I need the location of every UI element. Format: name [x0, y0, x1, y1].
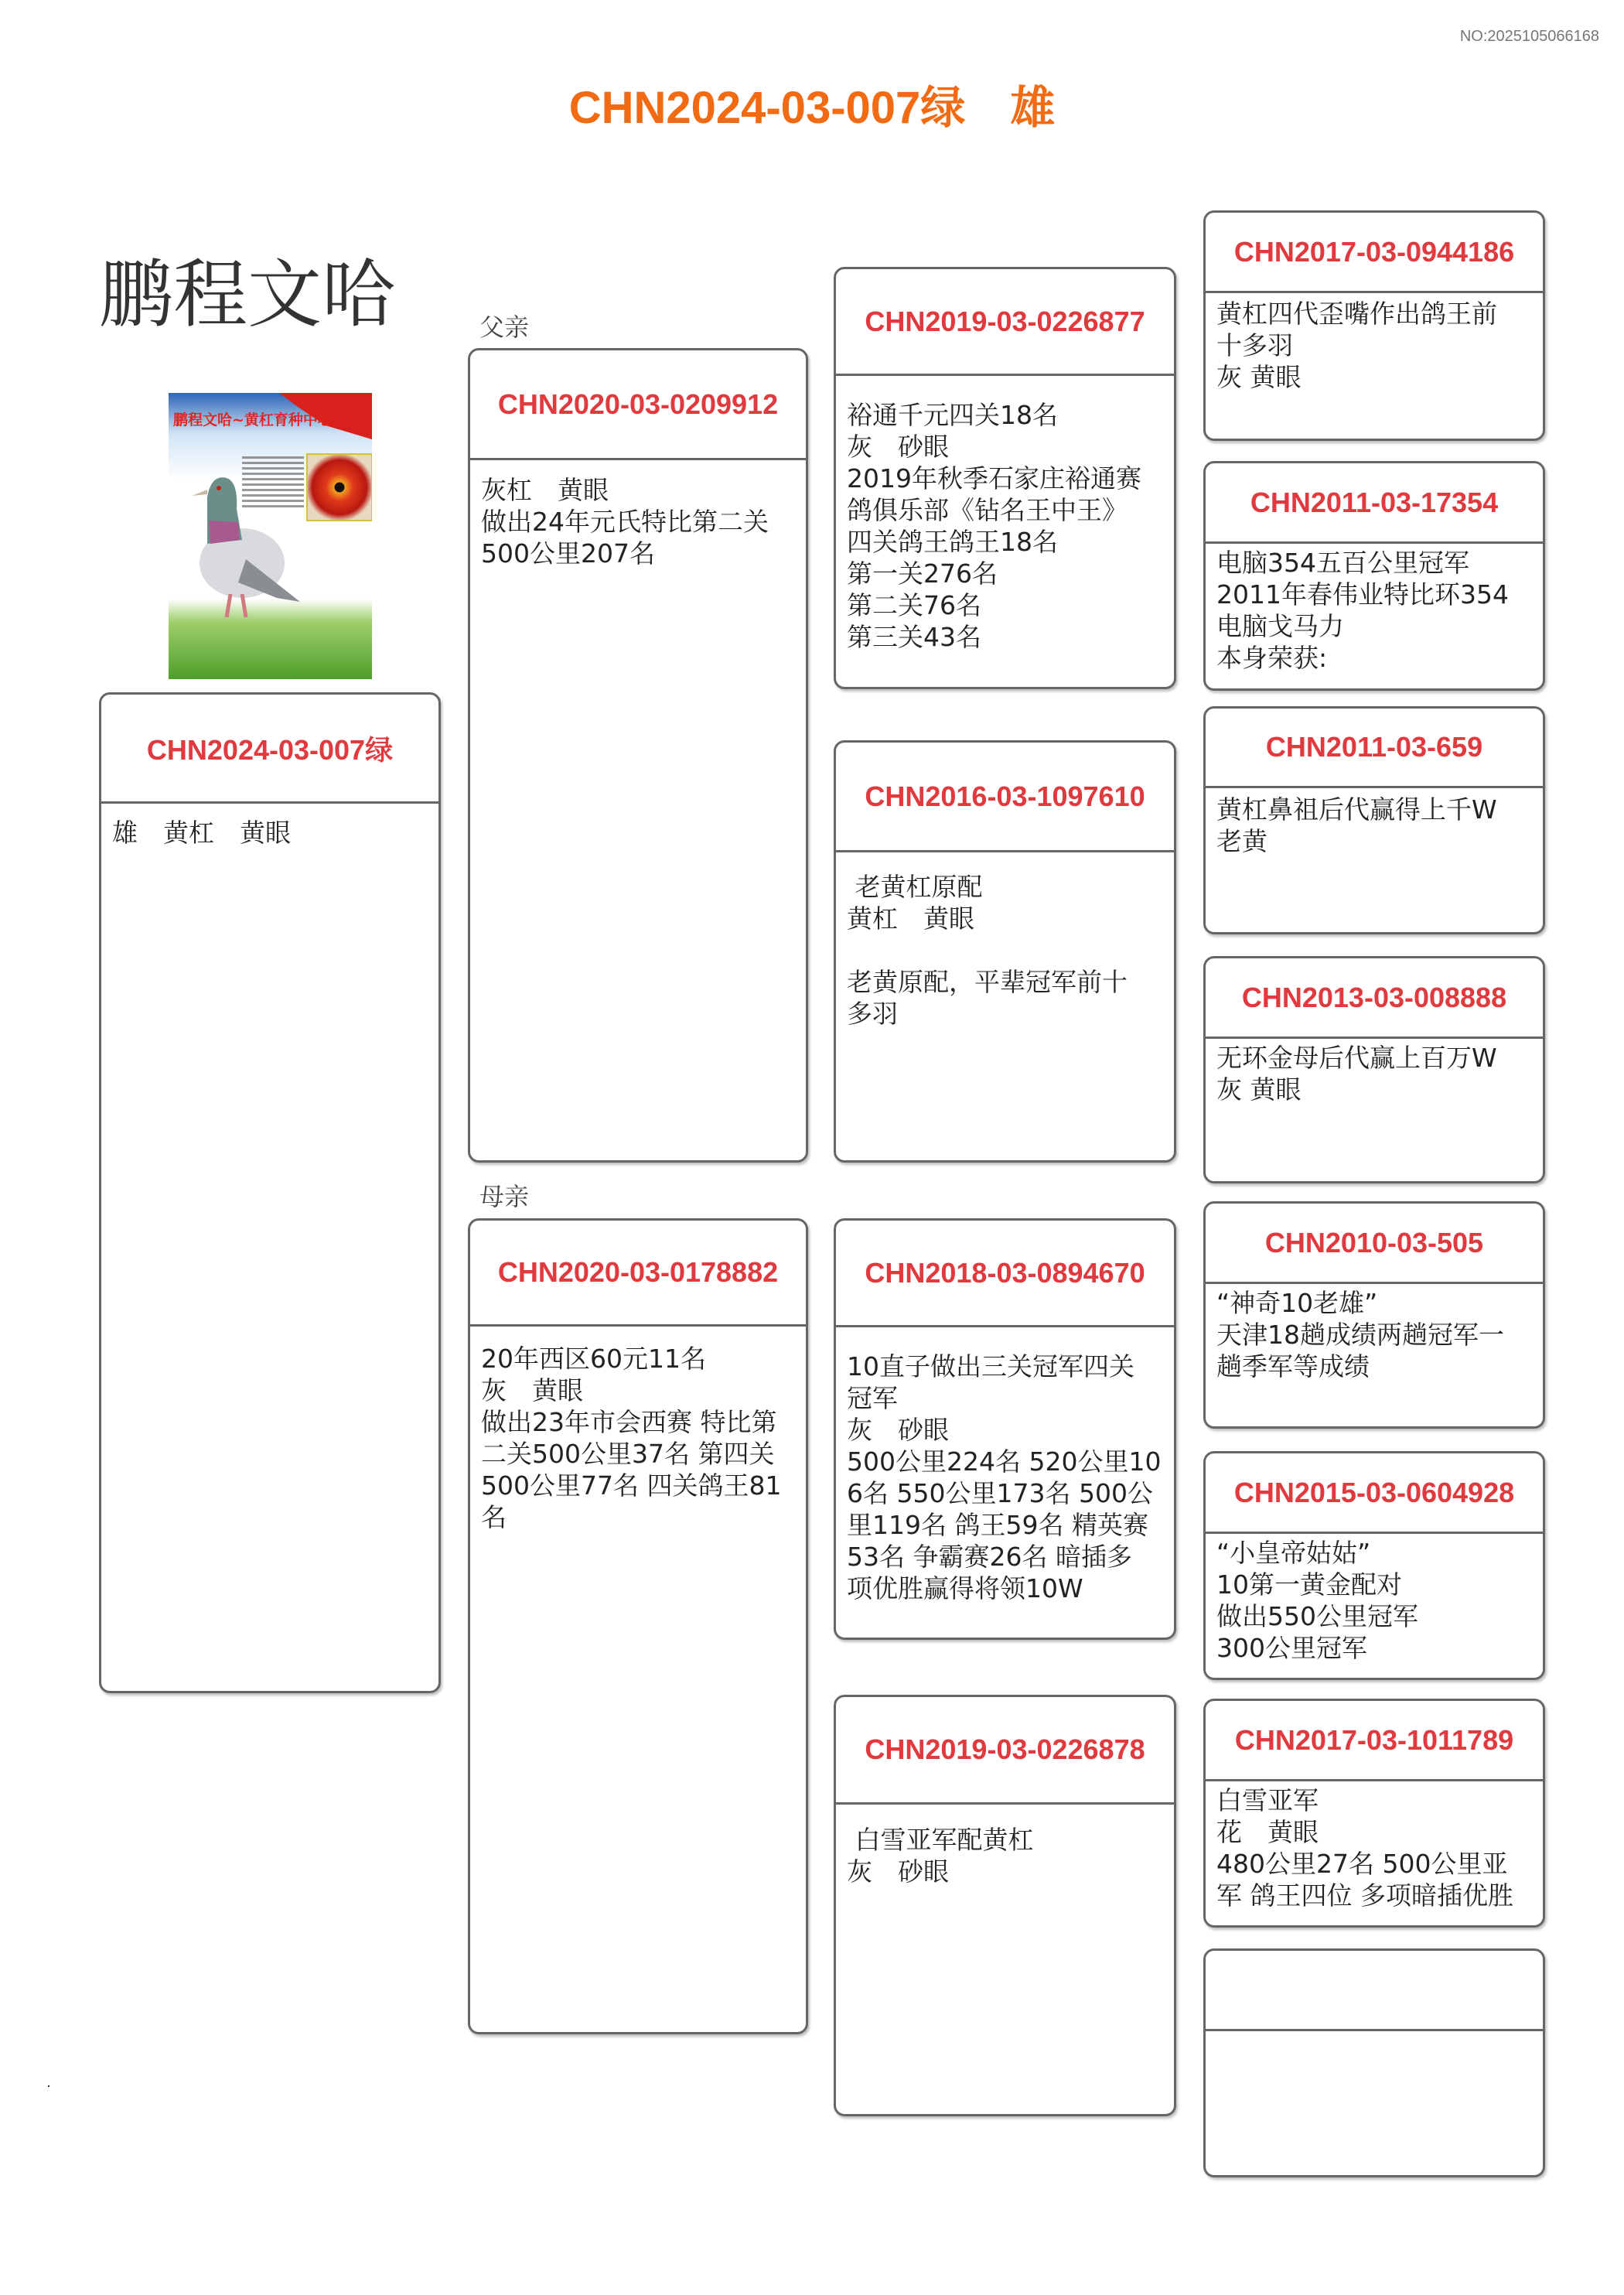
mother-ring: CHN2020-03-0178882	[470, 1221, 806, 1327]
ggp-ring-7: CHN2017-03-1011789	[1206, 1701, 1543, 1781]
ggp-info-1: 黄杠四代歪嘴作出鸽王前 十多羽 灰 黄眼	[1216, 299, 1497, 392]
ggp-info-7: 白雪亚军 花 黄眼 480公里27名 500公里亚 军 鸽王四位 多项暗插优胜	[1216, 1785, 1513, 1911]
father-info: 灰杠 黄眼 做出24年元氏特比第二关 500公里207名	[481, 475, 769, 569]
ggp-ring-2: CHN2011-03-17354	[1206, 463, 1543, 544]
paternal-grandmother-card[interactable]	[834, 740, 1176, 1163]
stray-dot	[48, 2085, 49, 2087]
ggp-card-8[interactable]	[1203, 1948, 1545, 2177]
subject-ring: CHN2024-03-007绿	[101, 695, 438, 804]
ggp-ring-3: CHN2011-03-659	[1206, 709, 1543, 788]
ggp-info-6: “小皇帝姑姑” 10第一黄金配对 做出550公里冠军 300公里冠军	[1216, 1538, 1418, 1663]
eye-image	[306, 453, 372, 521]
paternal-grandmother-info: 老黄杠原配 黄杠 黄眼 老黄原配，平辈冠军前十 多羽	[847, 872, 1128, 1029]
ggp-card-5[interactable]	[1203, 1201, 1545, 1429]
maternal-grandmother-ring: CHN2019-03-0226878	[836, 1697, 1174, 1805]
mother-info: 20年西区60元11名 灰 黄眼 做出23年市会西赛 特比第 二关500公里37名 第四关 500公里77名 四关鸽王81 名	[481, 1344, 782, 1532]
serial-number: NO:2025105066168	[1459, 28, 1599, 45]
maternal-grandmother-card[interactable]	[834, 1695, 1176, 2116]
ggp-info-3: 黄杠鼻祖后代赢得上千W 老黄	[1216, 794, 1497, 856]
father-card[interactable]	[468, 348, 808, 1163]
ggp-card-4[interactable]	[1203, 956, 1545, 1183]
ggp-ring-4: CHN2013-03-008888	[1206, 958, 1543, 1039]
father-ring: CHN2020-03-0209912	[470, 350, 806, 460]
paternal-grandmother-ring: CHN2016-03-1097610	[836, 743, 1174, 852]
ggp-ring-5: CHN2010-03-505	[1206, 1204, 1543, 1284]
page-title: CHN2024-03-007绿 雄	[568, 83, 1056, 133]
paternal-grandfather-info: 裕通千元四关18名 灰 砂眼 2019年秋季石家庄裕通赛 鸽俱乐部《钻名王中王》 四关鸽王鸽王18名 第一关276名 第二关76名 第三关43名	[847, 400, 1141, 652]
ggp-card-3[interactable]	[1203, 706, 1545, 934]
maternal-grandfather-card[interactable]	[834, 1218, 1176, 1640]
father-label: 父亲	[479, 312, 530, 342]
mother-card[interactable]	[468, 1218, 808, 2034]
pigeon-photo	[169, 393, 372, 679]
maternal-grandfather-ring: CHN2018-03-0894670	[836, 1221, 1174, 1327]
maternal-grandfather-info: 10直子做出三关冠军四关 冠军 灰 砂眼 500公里224名 520公里10 6名 550公里173名 500公 里119名 鸽王59名 精英赛 53名 争霸赛26名 暗插多 项优胜赢得将领10W	[847, 1351, 1162, 1603]
ggp-ring-8	[1206, 1951, 1543, 2031]
photo-caption: 鹏程文哈~黄杠育种中心	[173, 412, 333, 429]
ggp-info-2: 电脑354五百公里冠军 2011年春伟业特比环354 电脑戈马力 本身荣获:	[1216, 548, 1509, 673]
ggp-card-7[interactable]	[1203, 1699, 1545, 1928]
ggp-card-1[interactable]	[1203, 210, 1545, 441]
ggp-ring-1: CHN2017-03-0944186	[1206, 213, 1543, 293]
brand-name: 鹏程文哈	[99, 251, 396, 338]
maternal-grandmother-info: 白雪亚军配黄杠 灰 砂眼	[847, 1825, 1034, 1887]
ggp-info-5: “神奇10老雄” 天津18趟成绩两趟冠军一 趟季军等成绩	[1216, 1288, 1504, 1381]
pigeon-illustration	[184, 466, 300, 629]
ggp-info-4: 无环金母后代赢上百万W 灰 黄眼	[1216, 1043, 1497, 1105]
ggp-card-6[interactable]	[1203, 1451, 1545, 1680]
mother-label: 母亲	[479, 1182, 530, 1211]
ggp-ring-6: CHN2015-03-0604928	[1206, 1453, 1543, 1534]
paternal-grandfather-ring: CHN2019-03-0226877	[836, 269, 1174, 376]
paternal-grandfather-card[interactable]	[834, 267, 1176, 689]
ggp-card-2[interactable]	[1203, 461, 1545, 691]
subject-info: 雄 黄杠 黄眼	[112, 818, 291, 848]
subject-card[interactable]	[99, 692, 441, 1693]
